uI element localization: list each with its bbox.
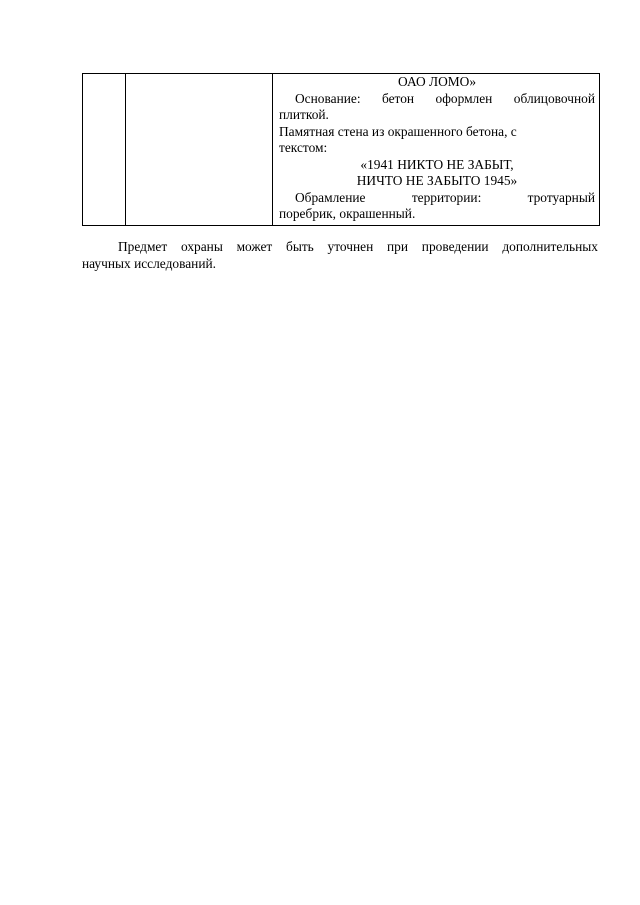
description-line-inscription-1: «1941 НИКТО НЕ ЗАБЫТ,: [360, 156, 514, 172]
protection-note-line-2: научных исследований.: [82, 256, 217, 271]
table-row: [83, 74, 600, 226]
description-line-inscription-2: НИЧТО НЕ ЗАБЫТО 1945»: [356, 173, 518, 188]
description-line-organization: ОАО ЛОМО»: [397, 74, 477, 89]
protection-note-line-1: Предмет охраны может быть уточнен при проведении дополнительных: [118, 239, 598, 254]
description-line-framing-cont: поребрик, окрашенный.: [279, 206, 416, 221]
description-line-memorial-wall-cont: текстом:: [279, 140, 328, 155]
description-line-framing: Обрамление территории: тротуарный: [295, 189, 595, 205]
table-cell-number: [83, 74, 126, 226]
description-line-memorial-wall: Памятная стена из окрашенного бетона, с: [279, 123, 517, 139]
heritage-table: [82, 73, 600, 226]
description-line-foundation-cont: плиткой.: [279, 107, 329, 122]
protection-note: [82, 238, 598, 272]
table-cell-name: [126, 74, 273, 226]
description-line-foundation: Основание: бетон оформлен облицовочной: [295, 90, 595, 106]
table-cell-description: [273, 74, 600, 226]
